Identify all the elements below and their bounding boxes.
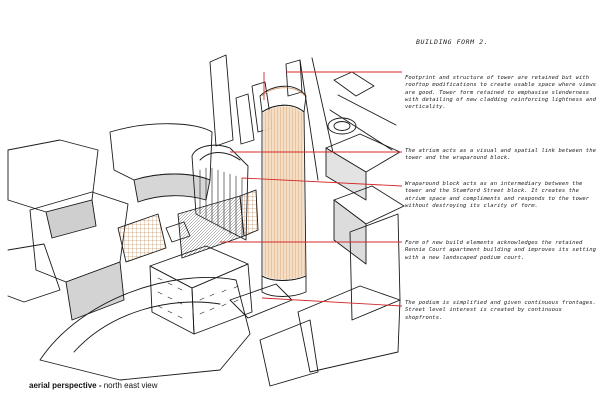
tower-cladding — [262, 88, 305, 280]
background-building-north-1 — [210, 55, 233, 146]
curved-block-west — [110, 124, 212, 180]
leader-podium — [262, 298, 402, 306]
rennie-court-side — [192, 264, 252, 334]
roundabout — [328, 118, 356, 134]
podium-court — [230, 284, 292, 318]
annotation-atrium: The atrium acts as a visual and spatial link between the tower and the wraparound block. — [405, 148, 597, 162]
wraparound-roof — [200, 153, 240, 161]
caption-bold: aerial perspective - — [29, 381, 102, 390]
rennie-court-windows — [158, 278, 238, 318]
caption-rest: north east view — [101, 381, 158, 390]
annotation-wraparound: Wraparound block acts as an intermediary between the tower and the Stamford Street block. It creates the atrium space and compliments and responds to the tower without destroying its clarity of form. — [405, 181, 590, 209]
annotation-tower: Footprint and structure of tower are retained but with rooftop modifications to create usable space where views are good. Tower form retained to emphasise slenderness with detailing of new cladding reinforcing lightness and verticality. — [405, 75, 597, 111]
east-block-4 — [298, 286, 400, 372]
atrium-block-west — [178, 196, 244, 258]
annotation-rennie-court: Form of new build elements acknowledges the retained Rennie Court apartment building and improves its setting with a new landscaped podium court. — [405, 240, 597, 261]
sheet-title: BUILDING FORM 2. — [416, 38, 489, 46]
background-building-north-3 — [236, 94, 254, 144]
curved-block-west-shade — [134, 174, 210, 202]
left-block-far-shade — [46, 200, 96, 238]
east-block-1-face — [326, 148, 366, 200]
view-caption — [29, 381, 158, 390]
left-block-far — [8, 140, 98, 212]
background-building-north-4 — [286, 60, 302, 96]
east-block-5 — [260, 320, 318, 386]
roundabout-inner — [334, 122, 350, 131]
rennie-court-front — [150, 266, 194, 334]
street-line-east — [330, 95, 396, 150]
background-building-ne — [334, 72, 374, 96]
left-block-mid-shade — [66, 262, 124, 320]
annotation-podium: The podium is simplified and given continuous frontages. Street level interest is created by continuous shopfronts. — [405, 300, 597, 321]
